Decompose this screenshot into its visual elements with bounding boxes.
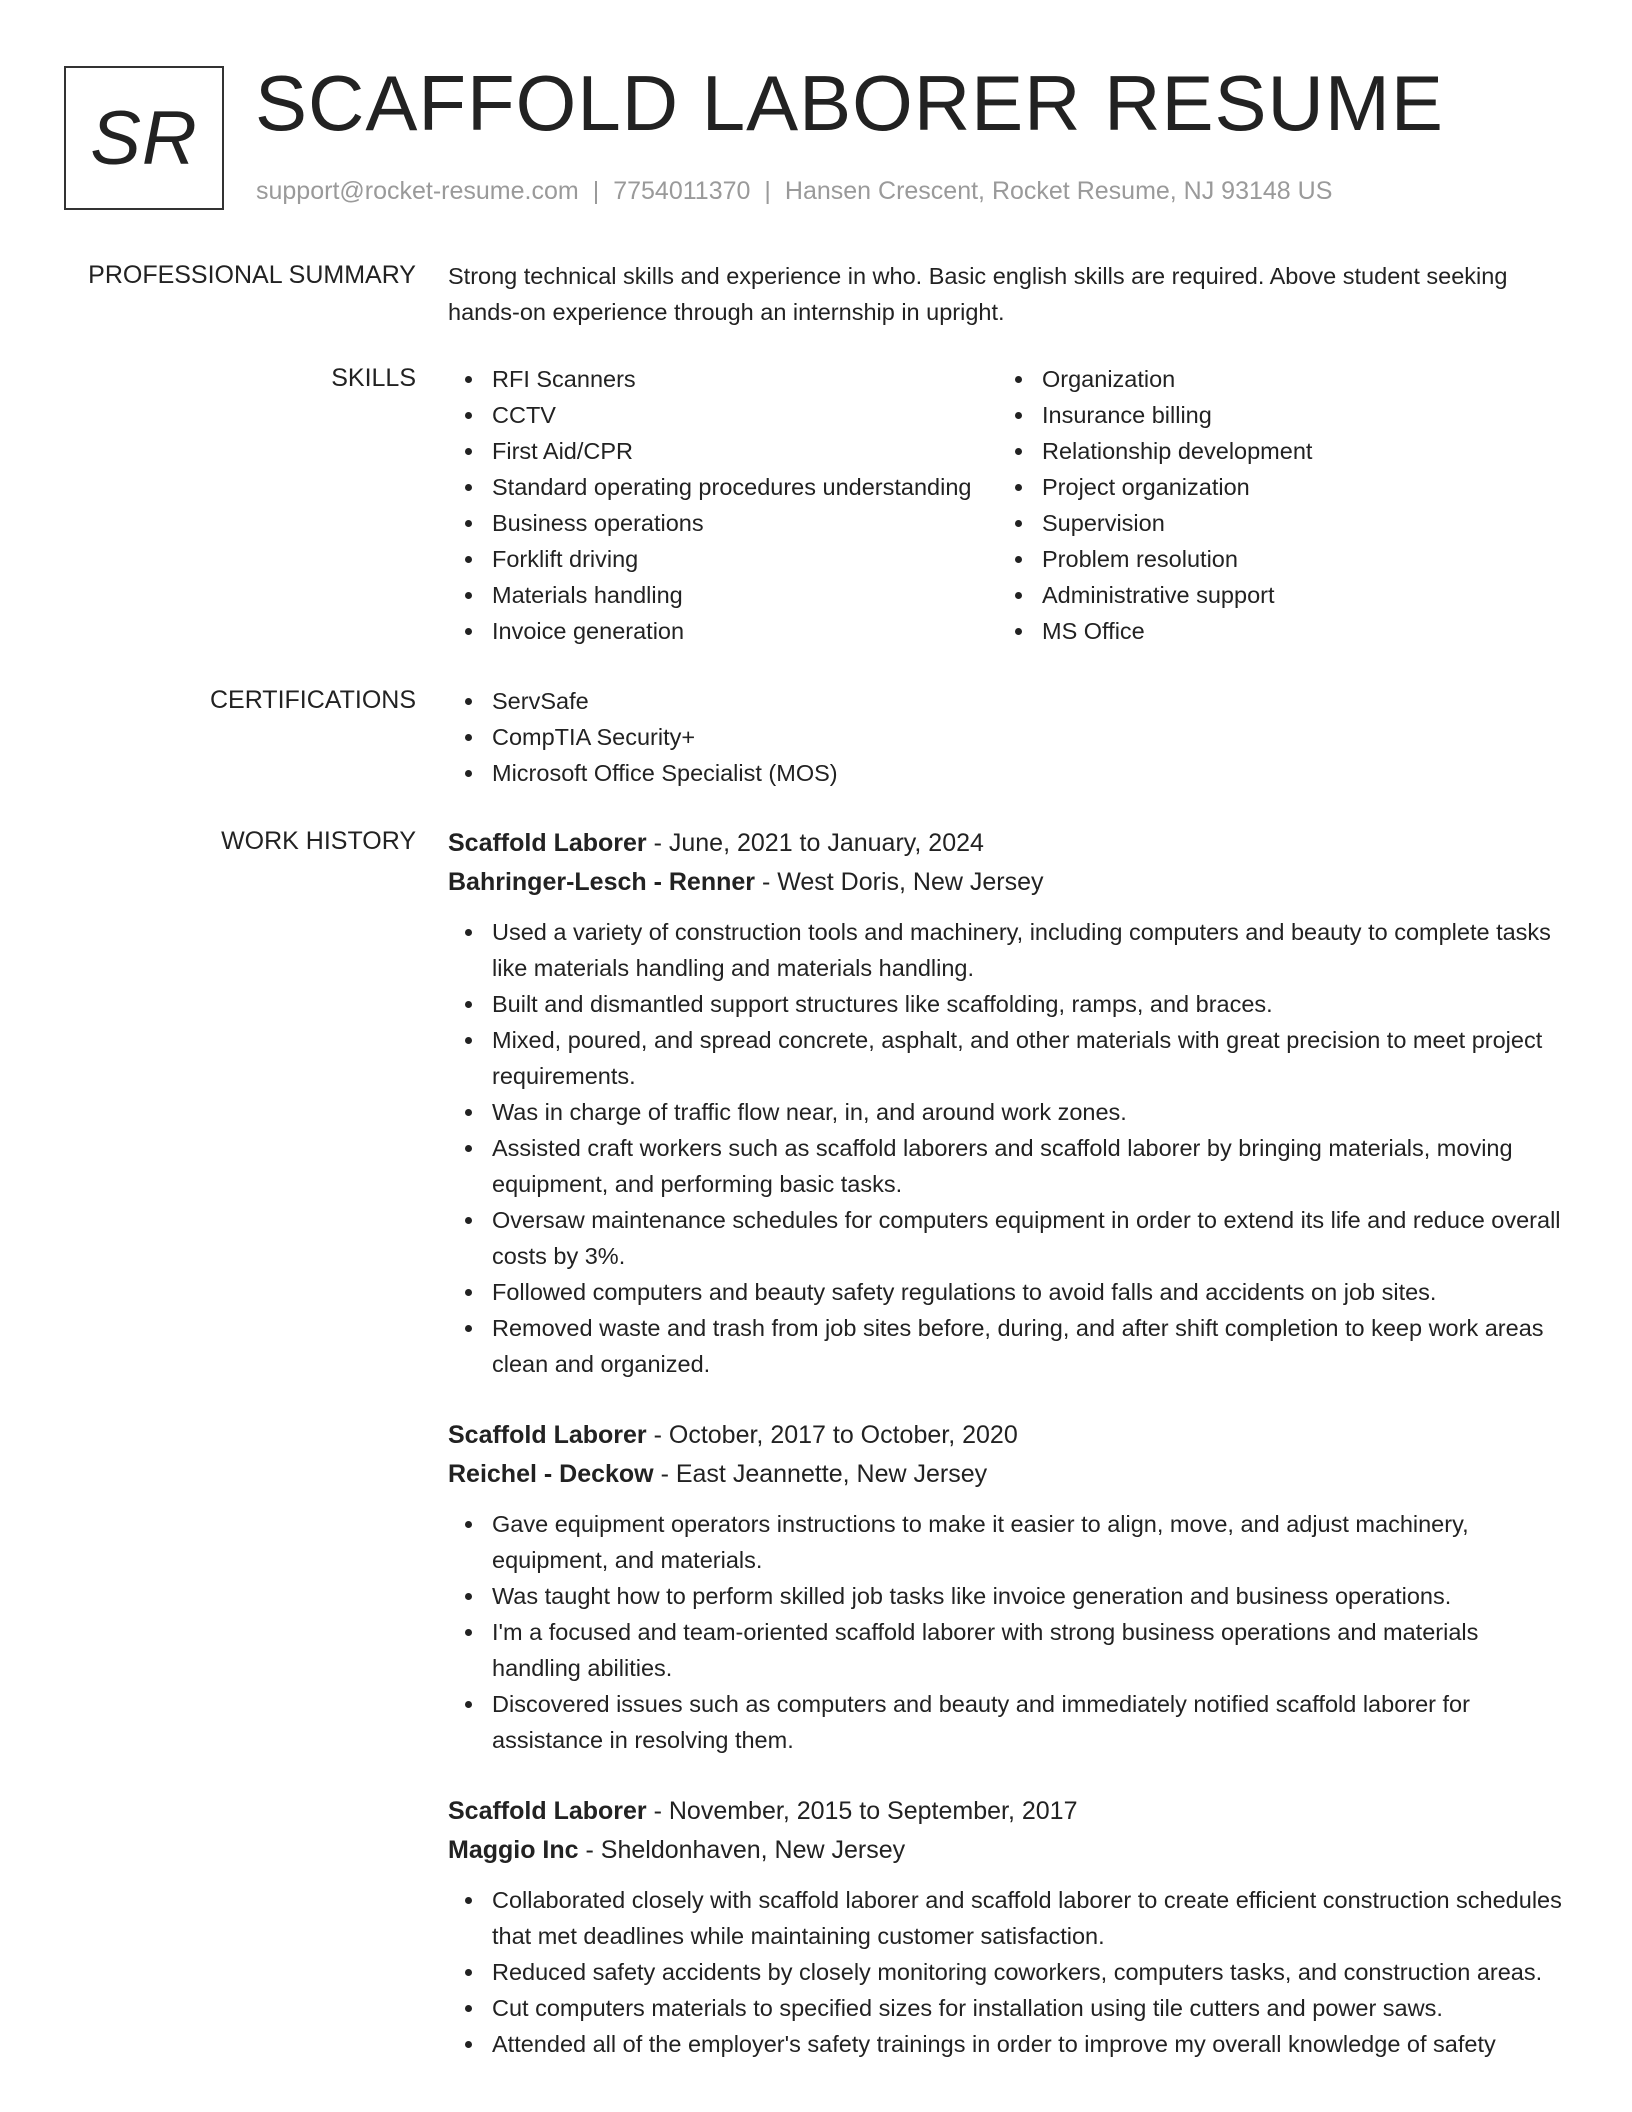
- list-item: Used a variety of construction tools and machinery, including computers and beauty to complete tasks like materials handling and materials handling.: [448, 914, 1570, 986]
- contact-separator: |: [592, 177, 600, 205]
- list-item: Followed computers and beauty safety regulations to avoid falls and accidents on job sites.: [448, 1274, 1570, 1310]
- summary-text: Strong technical skills and experience in who. Basic english skills are required. Above student seeking hands-on experience through an internship in upright.: [448, 263, 1508, 325]
- job-location: - Sheldonhaven, New Jersey: [578, 1836, 906, 1864]
- skills-list: [448, 361, 1570, 649]
- list-item: Removed waste and trash from job sites before, during, and after shift completion to keep work areas clean and organized.: [448, 1310, 1570, 1382]
- job-company: Reichel - Deckow: [448, 1460, 654, 1488]
- certifications-list: [448, 683, 1570, 791]
- list-item: Organization: [998, 361, 1548, 397]
- list-item: First Aid/CPR: [448, 433, 998, 469]
- certifications-items: [448, 683, 1570, 791]
- job-dates: - June, 2021 to January, 2024: [646, 829, 984, 857]
- skills-column-left: [448, 361, 998, 649]
- list-item: RFI Scanners: [448, 361, 998, 397]
- job-title-line: [448, 1792, 1570, 1830]
- job-company: Maggio Inc: [448, 1836, 579, 1864]
- list-item: Assisted craft workers such as scaffold laborers and scaffold laborer by bringing materials, moving equipment, and performing basic tasks.: [448, 1130, 1570, 1202]
- contact-email[interactable]: support@rocket-resume.com: [256, 177, 579, 205]
- job-duties: [448, 1882, 1570, 2062]
- list-item: Built and dismantled support structures like scaffolding, ramps, and braces.: [448, 986, 1570, 1022]
- job-company-line: [448, 1830, 1570, 1870]
- job-duties: [448, 1506, 1570, 1758]
- contact-address: Hansen Crescent, Rocket Resume, NJ 93148 US: [784, 177, 1333, 205]
- list-item: Supervision: [998, 505, 1548, 541]
- list-item: Administrative support: [998, 577, 1548, 613]
- list-item: MS Office: [998, 613, 1548, 649]
- monogram-initials: SR: [90, 95, 198, 181]
- job-title-line: [448, 824, 1570, 862]
- job-entry: [448, 1416, 1570, 1758]
- work-history-list: [448, 824, 1570, 2096]
- list-item: Cut computers materials to specified sizes for installation using tile cutters and power saws.: [448, 1990, 1570, 2026]
- list-item: Insurance billing: [998, 397, 1548, 433]
- list-item: I'm a focused and team-oriented scaffold laborer with strong business operations and materials handling abilities.: [448, 1614, 1570, 1686]
- job-title-line: [448, 1416, 1570, 1454]
- contact-phone[interactable]: 7754011370: [613, 177, 751, 205]
- skills-column-right: [998, 361, 1548, 649]
- skills-heading: SKILLS: [331, 364, 416, 392]
- certifications-heading: CERTIFICATIONS: [209, 686, 416, 714]
- list-item: Problem resolution: [998, 541, 1548, 577]
- list-item: Was in charge of traffic flow near, in, and around work zones.: [448, 1094, 1570, 1130]
- job-dates: - November, 2015 to September, 2017: [646, 1797, 1078, 1825]
- list-item: Gave equipment operators instructions to make it easier to align, move, and adjust machinery, equipment, and materials.: [448, 1506, 1570, 1578]
- job-title: Scaffold Laborer: [448, 1797, 647, 1825]
- summary-heading: PROFESSIONAL SUMMARY: [88, 261, 416, 289]
- job-entry: [448, 1792, 1570, 2062]
- job-company-line: [448, 862, 1570, 902]
- list-item: Forklift driving: [448, 541, 998, 577]
- job-company-line: [448, 1454, 1570, 1494]
- list-item: Collaborated closely with scaffold laborer and scaffold laborer to create efficient construction schedules that met deadlines while maintaining customer satisfaction.: [448, 1882, 1570, 1954]
- list-item: Oversaw maintenance schedules for computers equipment in order to extend its life and reduce overall costs by 3%.: [448, 1202, 1570, 1274]
- contact-separator: |: [764, 177, 771, 205]
- list-item: Reduced safety accidents by closely monitoring coworkers, computers tasks, and construction areas.: [448, 1954, 1570, 1990]
- list-item: CCTV: [448, 397, 998, 433]
- list-item: Was taught how to perform skilled job tasks like invoice generation and business operations.: [448, 1578, 1570, 1614]
- job-title: Scaffold Laborer: [448, 829, 647, 857]
- list-item: Invoice generation: [448, 613, 998, 649]
- list-item: Mixed, poured, and spread concrete, asphalt, and other materials with great precision to meet project requirements.: [448, 1022, 1570, 1094]
- contact-line: [256, 174, 1332, 208]
- list-item: Microsoft Office Specialist (MOS): [448, 755, 1570, 791]
- list-item: ServSafe: [448, 683, 1570, 719]
- resume-title: SCAFFOLD LABORER RESUME: [255, 59, 1444, 147]
- list-item: Discovered issues such as computers and beauty and immediately notified scaffold laborer for assistance in resolving them.: [448, 1686, 1570, 1758]
- job-entry: [448, 824, 1570, 1382]
- job-company: Bahringer-Lesch - Renner: [448, 868, 756, 896]
- job-title: Scaffold Laborer: [448, 1421, 647, 1449]
- work-history-heading: WORK HISTORY: [221, 827, 416, 855]
- job-location: - West Doris, New Jersey: [755, 868, 1044, 896]
- monogram-logo: [64, 66, 224, 210]
- list-item: Relationship development: [998, 433, 1548, 469]
- list-item: Materials handling: [448, 577, 998, 613]
- job-duties: [448, 914, 1570, 1382]
- list-item: Project organization: [998, 469, 1548, 505]
- list-item: Attended all of the employer's safety trainings in order to improve my overall knowledge of safety: [448, 2026, 1570, 2062]
- job-location: - East Jeannette, New Jersey: [653, 1460, 988, 1488]
- list-item: CompTIA Security+: [448, 719, 1570, 755]
- list-item: Business operations: [448, 505, 998, 541]
- list-item: Standard operating procedures understanding: [448, 469, 998, 505]
- job-dates: - October, 2017 to October, 2020: [646, 1421, 1018, 1449]
